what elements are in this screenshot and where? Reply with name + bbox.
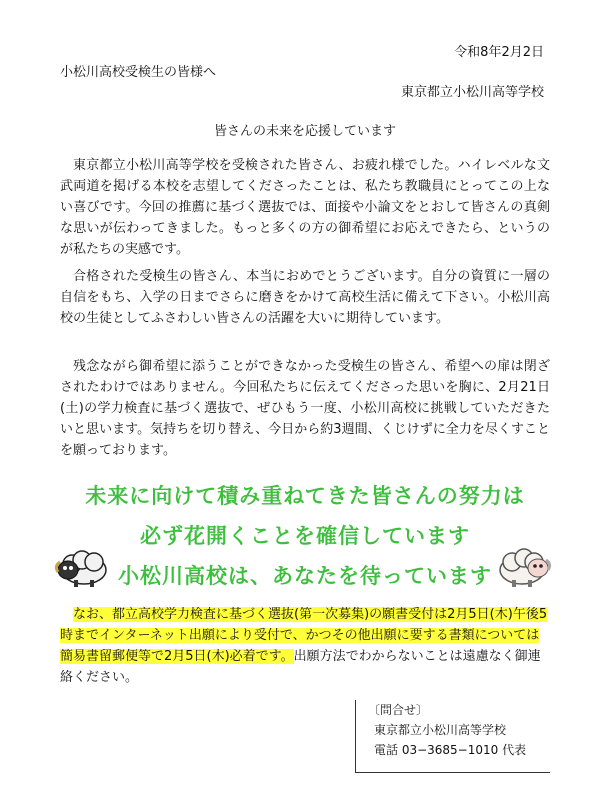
notice-highlighted-text: なお、都立高校学力検査に基づく選抜(第一次募集)の願書受付は2月5日(木)午後5時までインターネット出願により受付で、かつその他出願に要する書類については簡易書留郵便等で2月5日(木)必着です。 <box>60 607 548 664</box>
slogan-line-1: 未来に向けて積み重ねてきた皆さんの努力は <box>85 484 525 508</box>
contact-phone: 電話 03−3685−1010 代表 <box>374 743 527 757</box>
sheep-mascot-left-icon <box>52 540 110 588</box>
paragraph-congratulations: 合格された受検生の皆さん、本当におめでとうございます。自分の資質に一層の自信をもち、入学の日までさらに磨きをかけて高校生活に備えて下さい。小松川高校の生徒としてふさわしい皆さんの活躍を大いに期待しています。 <box>60 269 550 326</box>
contact-school: 東京都立小松川高等学校 <box>374 723 507 737</box>
date: 令和8年2月2日 <box>454 45 544 60</box>
sheep-mascot-right-icon <box>496 540 554 588</box>
slogan-line-2: 必ず花開くことを確信しています <box>140 524 470 548</box>
letter-heading: 皆さんの未来を応援しています <box>213 124 396 139</box>
application-notice <box>60 604 550 688</box>
paragraph-encouragement: 残念ながら御希望に添うことができなかった受検生の皆さん、希望への扉は閉ざされたわけではありません。今回私たちに伝えてくださった思いを胸に、2月21日(土)の学力検査に基づく選抜で、ぜひもう一度、小松川高校に挑戦していただきたいと思います。気持ちを切り替え、今日から約3週間、くじけずに全力を尽くすことを願っております。 <box>60 359 550 458</box>
contact-label: 〔問合せ〕 <box>368 703 429 717</box>
paragraph-greeting: 東京都立小松川高等学校を受検された皆さん、お疲れ様でした。ハイレベルな文武両道を掲げる本校を志望してくださったことは、私たち教職員にとってこの上ない喜びです。今回の推薦に基づく選抜では、面接や小論文をとおして皆さんの真剣な思いが伝わってきました。もっと多くの方の御希望にお応えできたら、というのが私たちの実感です。 <box>60 158 550 257</box>
contact-box <box>355 700 550 773</box>
sender-school: 東京都立小松川高等学校 <box>400 85 544 100</box>
notice-contact-text: 出願方法でわからないことは遠慮なく御連絡ください。 <box>60 649 541 685</box>
addressee: 小松川高校受検生の皆様へ <box>60 65 217 80</box>
slogan-line-3: 小松川高校は、あなたを待っています <box>118 564 492 588</box>
